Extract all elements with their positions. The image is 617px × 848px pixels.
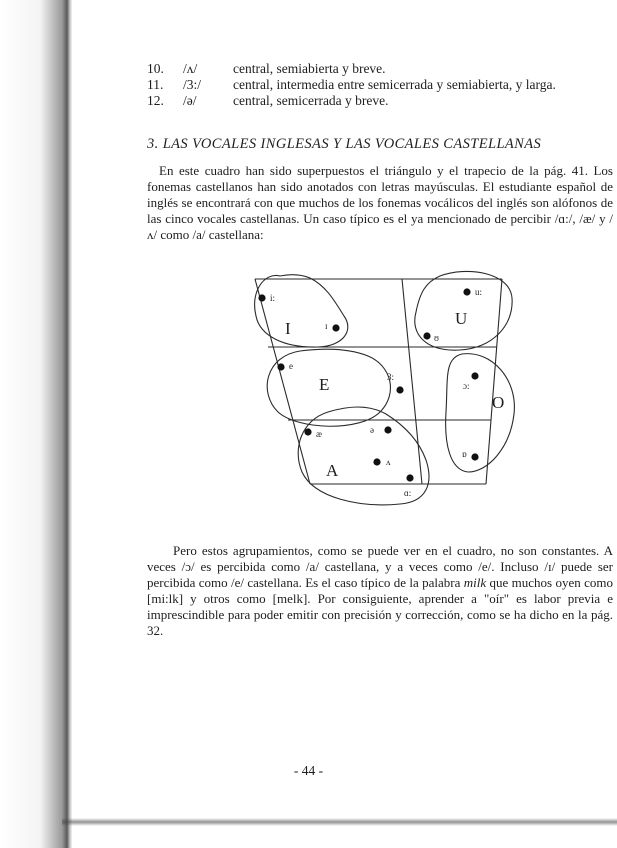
body-paragraph-2 bbox=[147, 543, 613, 639]
vowel-symbol: /3:/ bbox=[183, 77, 202, 92]
symbol-er: 3: bbox=[387, 372, 395, 382]
book-binding-shadow bbox=[0, 0, 72, 848]
dot-u-short bbox=[423, 332, 430, 339]
dot-wedge bbox=[373, 458, 380, 465]
vowel-description: central, semiabierta y breve. bbox=[233, 61, 386, 76]
vowel-symbol: /ʌ/ bbox=[183, 61, 198, 76]
vowel-list bbox=[147, 61, 607, 109]
grid-line-central bbox=[402, 279, 422, 484]
vowel-label-o: O bbox=[492, 393, 505, 412]
vowel-number: 12. bbox=[147, 93, 164, 108]
vowel-chart-svg bbox=[230, 262, 550, 512]
bleed-through-text bbox=[110, 0, 610, 22]
vowel-label-e: E bbox=[319, 375, 330, 394]
dot-er bbox=[396, 386, 403, 393]
symbol-ae: æ bbox=[316, 429, 323, 439]
dot-open-o-short bbox=[471, 453, 478, 460]
dot-open-o-long bbox=[471, 372, 478, 379]
vowel-label-u: U bbox=[455, 309, 468, 328]
symbol-schwa: ə bbox=[370, 425, 374, 435]
vowel-list-item bbox=[147, 93, 607, 109]
symbol-u-short: ʊ bbox=[434, 333, 439, 343]
example-word: milk bbox=[463, 575, 487, 590]
vowel-list-item bbox=[147, 61, 607, 77]
dot-a-long bbox=[406, 474, 413, 481]
region-o bbox=[446, 354, 515, 472]
symbol-open-o-short: ɒ bbox=[462, 449, 467, 459]
dot-u-long bbox=[463, 288, 470, 295]
symbol-u-long: u: bbox=[475, 287, 483, 297]
body-paragraph-1: En este cuadro han sido superpuestos el triángulo y el trapecio de la pág. 41. Los fonemas castellanos han sido anotados con letras mayúsculas. El estudiante español de inglés se encontrará con que muchos de los fonemas vocálicos del inglés son alófonos de las cinco vocales castellanas. Un caso típico es el ya mencionado de percibir /ɑ:/, /æ/ y /ʌ/ como /a/ castellana: bbox=[147, 163, 613, 242]
vowel-list-item bbox=[147, 77, 607, 93]
vowel-number: 11. bbox=[147, 77, 164, 92]
vowel-label-i: I bbox=[285, 319, 291, 338]
symbol-i-long: i: bbox=[270, 293, 276, 303]
region-i bbox=[255, 275, 348, 347]
symbol-wedge: ʌ bbox=[386, 457, 391, 467]
dot-schwa bbox=[384, 426, 391, 433]
dot-ae bbox=[304, 428, 311, 435]
vowel-symbol: /ə/ bbox=[183, 93, 197, 108]
vowel-label-a: A bbox=[326, 461, 339, 480]
paragraph-2-text-end: que muchos oyen como [mi:lk] y otros como [melk]. Por consiguiente, aprender a "oír" es labor previa e imprescindible para poder emitir con precisión y corrección, como se ha dicho en la pág. 32. bbox=[147, 575, 613, 638]
dot-i-long bbox=[258, 294, 265, 301]
symbol-a-long: ɑ: bbox=[404, 488, 412, 498]
symbol-open-o-long: ɔ: bbox=[463, 381, 470, 391]
vowel-number: 10. bbox=[147, 61, 164, 76]
page-edge-shadow bbox=[62, 818, 617, 826]
dot-i-short bbox=[332, 324, 339, 331]
paragraph-2-text-start: Pero estos agrupamientos, como se puede ver en el cuadro, no son constantes. A veces /ɔ/ es percibida como /a/ castellana, y a veces como /e/. Incluso /ɪ/ puede ser percibida como /e/ castellana. Es el caso típico de la palabra bbox=[147, 543, 613, 590]
symbol-e: e bbox=[289, 361, 293, 371]
symbol-i-short: ɪ bbox=[325, 321, 328, 331]
page-number: - 44 - bbox=[293, 763, 324, 778]
vowel-chart-diagram bbox=[230, 262, 550, 512]
dot-e bbox=[277, 363, 284, 370]
section-heading: 3. LAS VOCALES INGLESAS Y LAS VOCALES CASTELLANAS bbox=[147, 136, 542, 152]
vowel-description: central, intermedia entre semicerrada y semiabierta, y larga. bbox=[233, 77, 556, 92]
spanish-vowel-regions bbox=[255, 271, 515, 504]
vowel-description: central, semicerrada y breve. bbox=[233, 93, 389, 108]
grid-line-left bbox=[255, 279, 310, 484]
